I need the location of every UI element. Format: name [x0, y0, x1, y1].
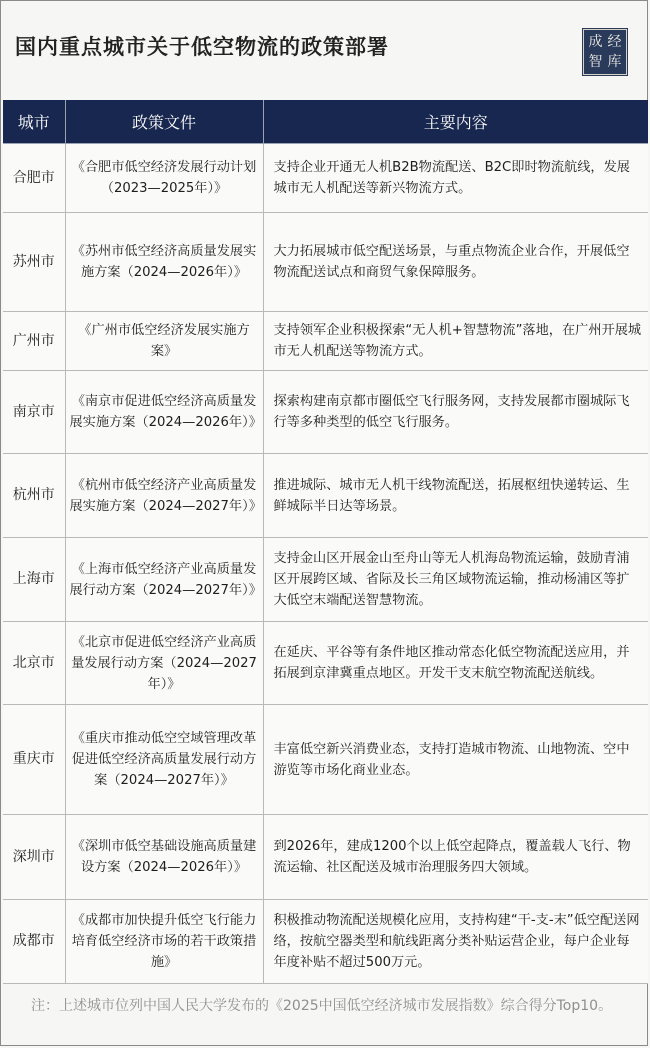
- document-cell: 《合肥市低空经济发展行动计划（2023—2025年）》: [65, 144, 263, 213]
- document-cell: 《重庆市推动低空空域管理改革促进低空经济高质量发展行动方案（2024—2027年）》: [65, 705, 263, 815]
- policy-table: [3, 100, 648, 984]
- logo-char: 成: [588, 33, 603, 50]
- table-header-row: [3, 100, 648, 144]
- city-cell: 重庆市: [3, 705, 65, 815]
- document-cell: 《深圳市低空基础设施高质量建设方案（2024—2026年）》: [65, 815, 263, 900]
- table-row: [3, 815, 648, 900]
- content-cell: 大力拓展城市低空配送场景，与重点物流企业合作，开展低空物流配送试点和商贸气象保障服务。: [263, 213, 648, 312]
- city-cell: 合肥市: [3, 144, 65, 213]
- table-row: [3, 213, 648, 312]
- table-row: [3, 705, 648, 815]
- city-cell: 苏州市: [3, 213, 65, 312]
- brand-logo: [583, 29, 627, 75]
- document-cell: 《成都市加快提升低空飞行能力 培育低空经济市场的若干政策措施》: [65, 900, 263, 984]
- table-row: [3, 622, 648, 705]
- table-row: [3, 144, 648, 213]
- city-cell: 上海市: [3, 538, 65, 622]
- header-city: 城市: [3, 100, 65, 144]
- content-cell: 到2026年，建成1200个以上低空起降点，覆盖载人飞行、物流运输、社区配送及城市治理服务四大领域。: [263, 815, 648, 900]
- footnote: 注：上述城市位列中国人民大学发布的《2025中国低空经济城市发展指数》综合得分Top10。: [31, 998, 613, 1014]
- document-cell: 《上海市低空经济产业高质量发展行动方案（2024—2027年）》: [65, 538, 263, 622]
- document-cell: 《苏州市低空经济高质量发展实施方案（2024—2026年）》: [65, 213, 263, 312]
- document-cell: 《南京市促进低空经济高质量发展实施方案（2024—2026年）》: [65, 371, 263, 454]
- table-row: [3, 538, 648, 622]
- city-cell: 杭州市: [3, 454, 65, 538]
- header-document: 政策文件: [65, 100, 263, 144]
- header-content: 主要内容: [263, 100, 648, 144]
- city-cell: 成都市: [3, 900, 65, 984]
- table-row: [3, 454, 648, 538]
- page-title: 国内重点城市关于低空物流的政策部署: [15, 35, 389, 59]
- document-cell: 《北京市促进低空经济产业高质量发展行动方案（2024—2027年）》: [65, 622, 263, 705]
- city-cell: 南京市: [3, 371, 65, 454]
- content-cell: 推进城际、城市无人机干线物流配送，拓展枢纽快递转运、生鲜城际半日达等场景。: [263, 454, 648, 538]
- content-cell: 在延庆、平谷等有条件地区推动常态化低空物流配送应用，并拓展到京津冀重点地区。开发干支末航空物流配送航线。: [263, 622, 648, 705]
- content-cell: 积极推动物流配送规模化应用，支持构建“干-支-末”低空配送网络，按航空器类型和航线距离分类补贴运营企业，每户企业每年度补贴不超过500万元。: [263, 900, 648, 984]
- logo-char: 智: [588, 53, 603, 70]
- logo-char: 库: [607, 53, 622, 70]
- city-cell: 深圳市: [3, 815, 65, 900]
- content-cell: 支持金山区开展金山至舟山等无人机海岛物流运输，鼓励青浦区开展跨区域、省际及长三角区域物流运输，推动杨浦区等扩大低空末端配送智慧物流。: [263, 538, 648, 622]
- content-cell: 丰富低空新兴消费业态，支持打造城市物流、山地物流、空中游览等市场化商业业态。: [263, 705, 648, 815]
- logo-char: 经: [607, 33, 622, 50]
- city-cell: 广州市: [3, 312, 65, 371]
- document-cell: 《广州市低空经济发展实施方案》: [65, 312, 263, 371]
- table-row: [3, 371, 648, 454]
- city-cell: 北京市: [3, 622, 65, 705]
- table-row: [3, 900, 648, 984]
- content-cell: 支持领军企业积极探索“无人机+智慧物流”落地，在广州开展城市无人机配送等物流方式。: [263, 312, 648, 371]
- document-cell: 《杭州市低空经济产业高质量发展实施方案（2024—2027年）》: [65, 454, 263, 538]
- content-cell: 支持企业开通无人机B2B物流配送、B2C即时物流航线，发展城市无人机配送等新兴物流方式。: [263, 144, 648, 213]
- table-row: [3, 312, 648, 371]
- content-cell: 探索构建南京都市圈低空飞行服务网，支持发展都市圈城际飞行等多种类型的低空飞行服务。: [263, 371, 648, 454]
